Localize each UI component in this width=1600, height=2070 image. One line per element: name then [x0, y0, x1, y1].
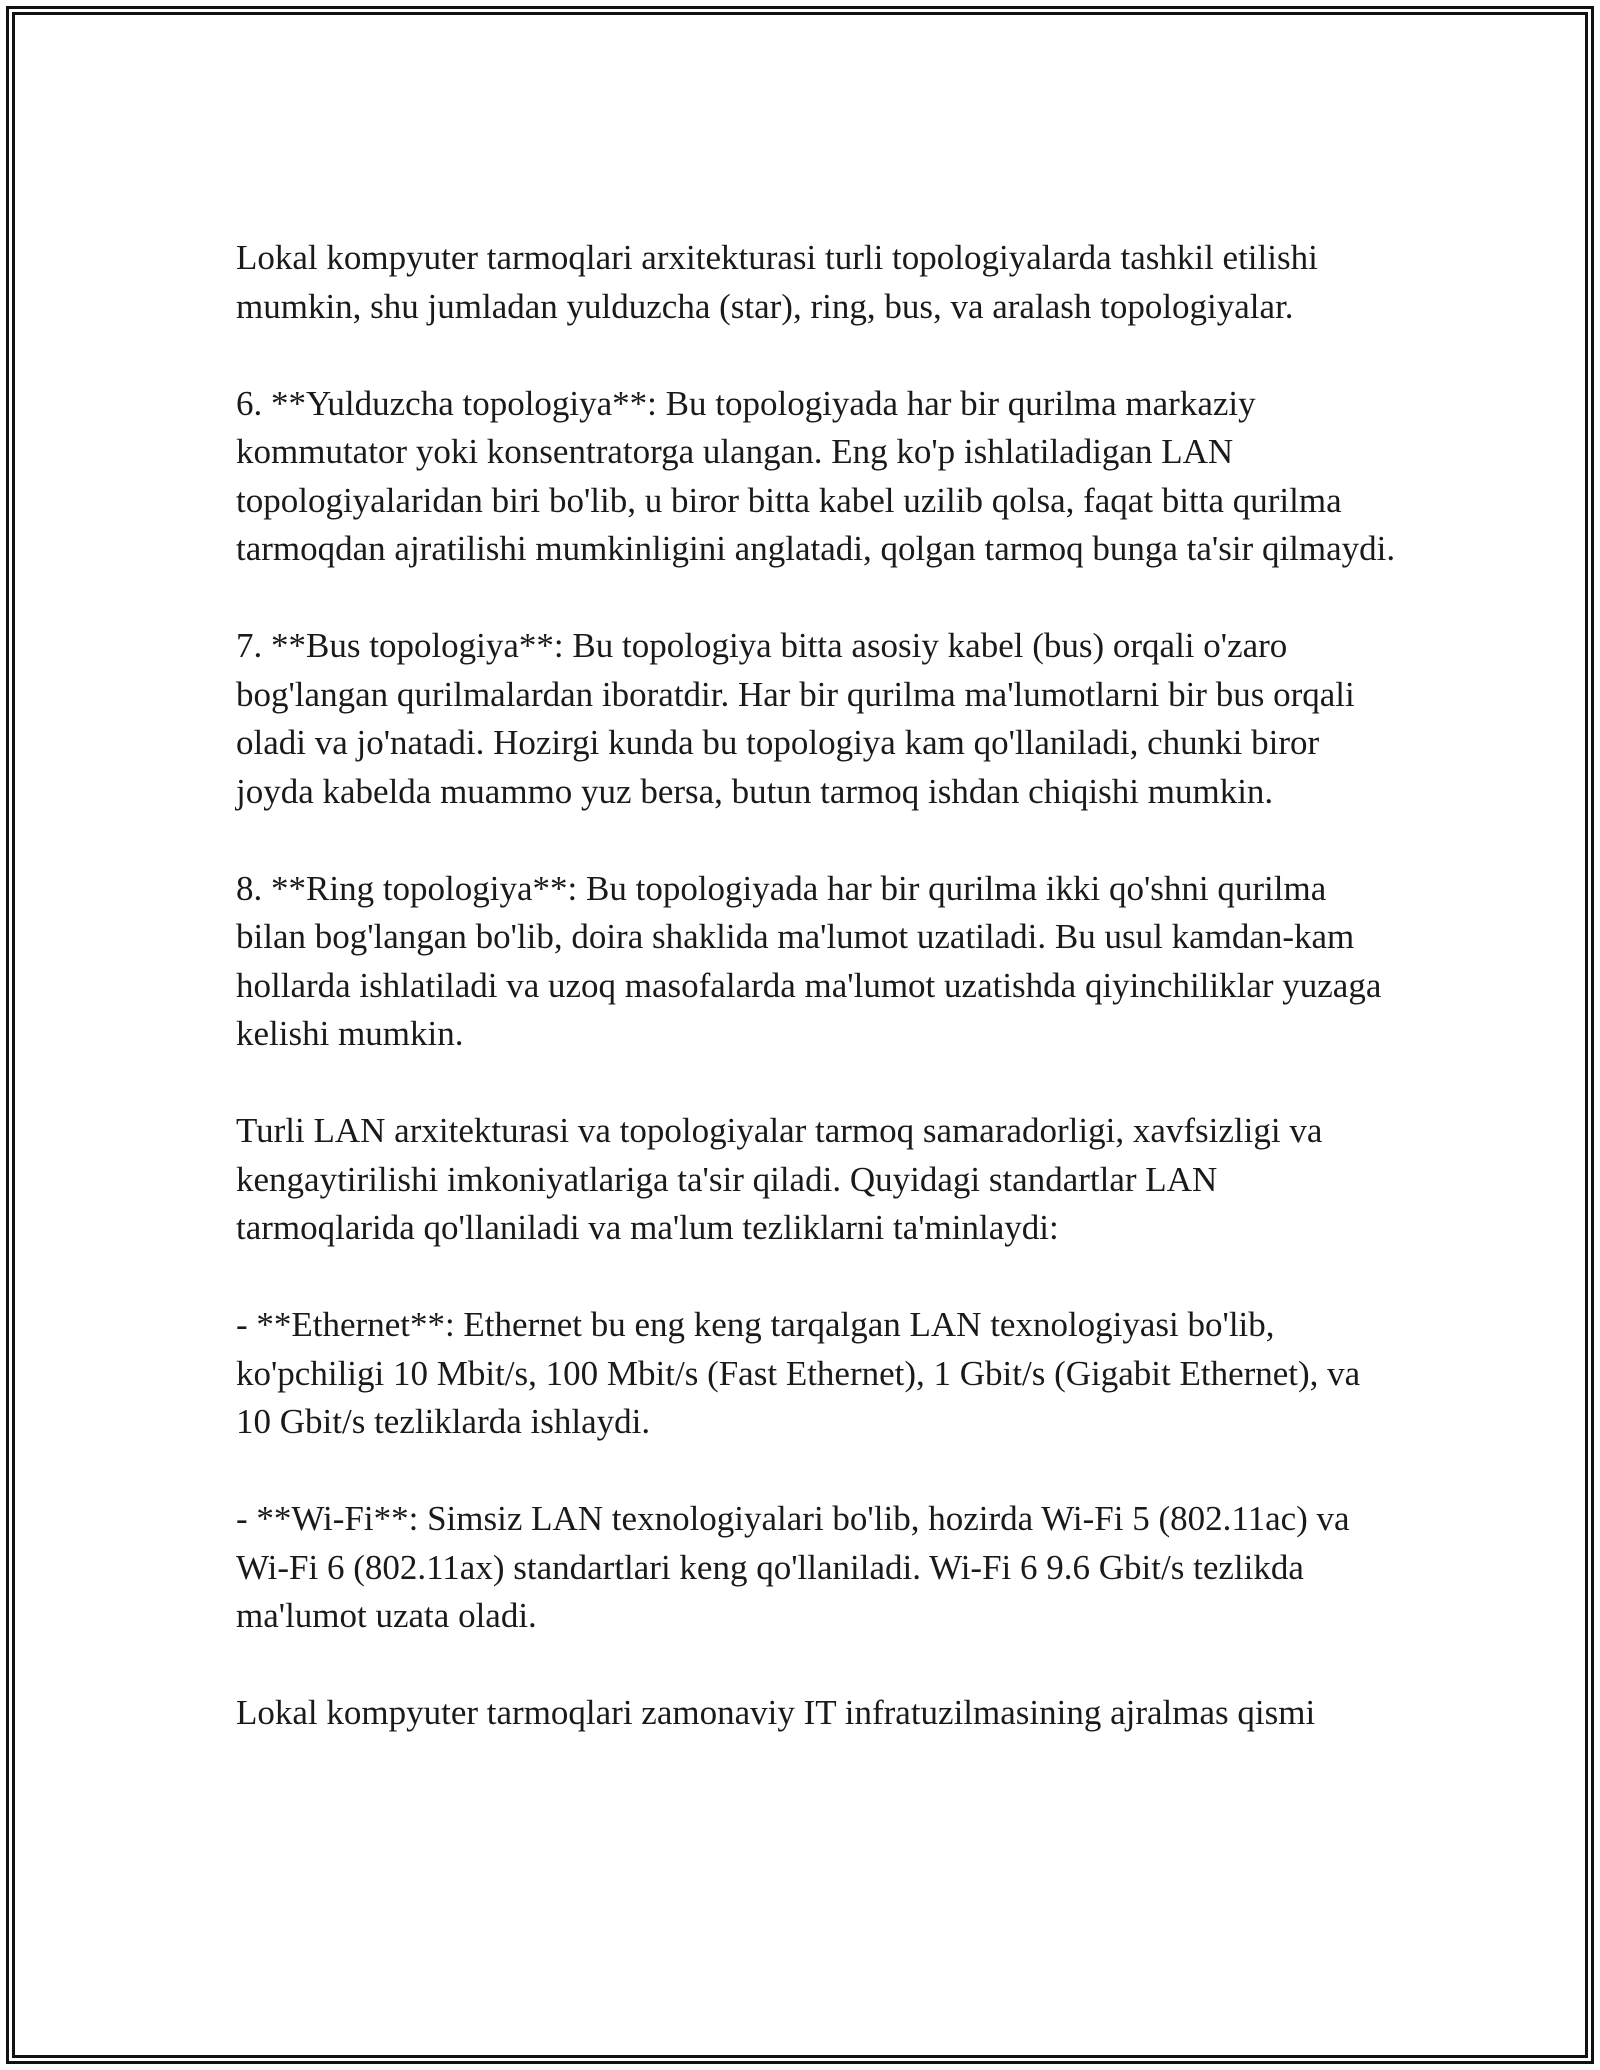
paragraph-star-topology: 6. **Yulduzcha topologiya**: Bu topologiyada har bir qurilma markaziy kommutator yoki konsentratorga ulangan. Eng ko'p ishlatiladigan LAN topologiyalaridan biri bo'lib, u biror bitta kabel uzilib qolsa, faqat bitta qurilma tarmoqdan ajratilishi mumkinligini anglatadi, qolgan tarmoq bunga ta'sir qilmaydi. [236, 383, 1396, 568]
paragraph-ethernet: - **Ethernet**: Ethernet bu eng keng tarqalgan LAN texnologiyasi bo'lib, ko'pchiligi 10 Mbit/s, 100 Mbit/s (Fast Ethernet), 1 Gbit/s (Gigabit Ethernet), va 10 Gbit/s tezliklarda ishlaydi. [236, 1305, 1361, 1441]
paragraph-conclusion: Lokal kompyuter tarmoqlari zamonaviy IT infratuzilmasining ajralmas qismi [236, 1693, 1316, 1732]
paragraph-intro: Lokal kompyuter tarmoqlari arxitekturasi turli topologiyalarda tashkil etilishi mumkin, shu jumladan yulduzcha (star), ring, bus, va aralash topologiyalar. [236, 238, 1318, 326]
paragraph-wifi: - **Wi-Fi**: Simsiz LAN texnologiyalari bo'lib, hozirda Wi-Fi 5 (802.11ac) va Wi-Fi 6 (802.11ax) standartlari keng qo'llaniladi. Wi-Fi 6 9.6 Gbit/s tezlikda ma'lumot uzata oladi. [236, 1499, 1350, 1635]
paragraph-bus-topology: 7. **Bus topologiya**: Bu topologiya bitta asosiy kabel (bus) orqali o'zaro bog'langan qurilmalardan iboratdir. Har bir qurilma ma'lumotlarni bir bus orqali oladi va jo'natadi. Hozirgi kunda bu topologiya kam qo'llaniladi, chunki biror joyda kabelda muammo yuz bersa, butun tarmoq ishdan chiqishi mumkin. [236, 626, 1355, 811]
paragraph-standards-intro: Turli LAN arxitekturasi va topologiyalar tarmoq samaradorligi, xavfsizligi va kengaytirilishi imkoniyatlariga ta'sir qiladi. Quyidagi standartlar LAN tarmoqlarida qo'llaniladi va ma'lum tezliklarni ta'minlaydi: [236, 1111, 1323, 1247]
document-body [236, 234, 1396, 1738]
paragraph-ring-topology: 8. **Ring topologiya**: Bu topologiyada har bir qurilma ikki qo'shni qurilma bilan bog'langan bo'lib, doira shaklida ma'lumot uzatiladi. Bu usul kamdan-kam hollarda ishlatiladi va uzoq masofalarda ma'lumot uzatishda qiyinchiliklar yuzaga kelishi mumkin. [236, 868, 1382, 1053]
